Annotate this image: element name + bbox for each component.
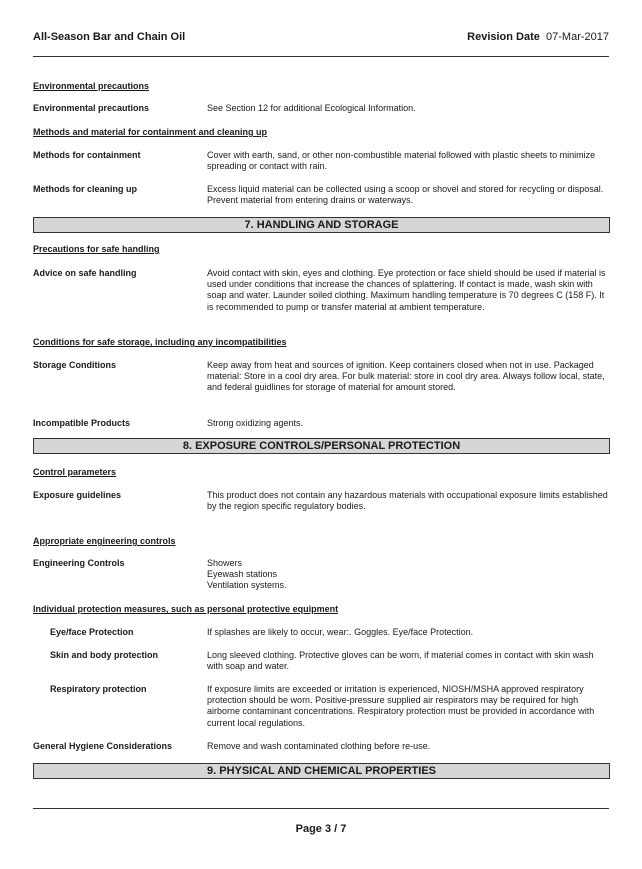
list-item: Ventilation systems. [207,580,287,591]
storage-conditions-heading: Conditions for safe storage, including any incompatibilities [33,337,287,347]
hygiene-value: Remove and wash contaminated clothing before re-use. [207,741,431,751]
engineering-controls-heading: Appropriate engineering controls [33,536,176,546]
section-9-title: 9. PHYSICAL AND CHEMICAL PROPERTIES [33,763,610,779]
precautions-heading: Precautions for safe handling [33,244,160,254]
exposure-guidelines-label: Exposure guidelines [33,490,122,500]
list-item: Showers [207,558,243,568]
methods-cleaning-label: Methods for cleaning up [33,184,138,194]
respiratory-protection-value: If exposure limits are exceeded or irritation is experienced, NIOSH/MSHA approved respiratory protection should be worn. Positive-pressure supplied air respirators may be required for high airborne contaminant concentrations. Respiratory protection must be provided in accordance with current local regulations. [207,684,595,728]
env-precautions-heading: Environmental precautions [33,81,150,91]
revision-date: 07-Mar-2017 [546,31,609,43]
incompatible-label: Incompatible Products [33,418,131,428]
control-parameters-heading: Control parameters [33,467,117,477]
revision-date-block [467,31,609,43]
section-7-title: 7. HANDLING AND STORAGE [33,217,610,233]
advice-label: Advice on safe handling [33,268,137,278]
engineering-controls-label: Engineering Controls [33,558,125,568]
storage-value: Keep away from heat and sources of ignition. Keep containers closed when not in use. Packaged material: Store in a cool dry area. For bulk material: store in cool dry area. Always follow local, state, and federal guidlines for storage of material for amount stored. [207,360,605,393]
header-divider [33,56,609,57]
incompatible-value: Strong oxidizing agents. [207,418,304,428]
respiratory-protection-label: Respiratory protection [50,684,147,694]
product-name: All-Season Bar and Chain Oil [33,31,186,43]
methods-containment-value: Cover with earth, sand, or other non-combustible material followed with plastic sheets to minimize spreading or contact with rain. [207,150,596,172]
hygiene-label: General Hygiene Considerations [33,741,173,751]
env-precautions-label: Environmental precautions [33,103,150,113]
skin-protection-label: Skin and body protection [50,650,159,660]
storage-label: Storage Conditions [33,360,116,370]
eye-protection-label: Eye/face Protection [50,627,134,637]
env-precautions-value: See Section 12 for additional Ecological Information. [207,103,416,113]
revision-date-label: Revision Date [467,31,540,43]
containment-heading: Methods and material for containment and cleaning up [33,127,268,137]
page-number: Page 3 / 7 [295,823,347,835]
advice-value: Avoid contact with skin, eyes and clothing. Eye protection or face shield should be used if material is used under conditions that increase the chances of splattering. If contact is made, wash skin with soap and water. Launder soiled clothing. Maximum handling temperature is 70 degrees C (158 F). It is recommended to pump or transfer material at ambient temperature. [207,268,606,312]
footer-divider [33,808,609,809]
exposure-guidelines-value: This product does not contain any hazardous materials with occupational exposure limits established by the region specific regulatory bodies. [207,490,608,512]
skin-protection-value: Long sleeved clothing. Protective gloves can be worn, if material comes in contact with skin wash with soap and water. [207,650,594,672]
section-8-title: 8. EXPOSURE CONTROLS/PERSONAL PROTECTION [33,438,610,454]
methods-containment-label: Methods for containment [33,150,141,160]
ppe-heading: Individual protection measures, such as personal protective equipment [33,604,339,614]
list-item: Eyewash stations [207,569,278,580]
methods-cleaning-value: Excess liquid material can be collected using a scoop or shovel and stored for recycling or disposal. Prevent material from entering drains or waterways. [207,184,604,206]
engineering-controls-list [207,558,611,592]
eye-protection-value: If splashes are likely to occur, wear:. Goggles. Eye/face Protection. [207,627,474,637]
